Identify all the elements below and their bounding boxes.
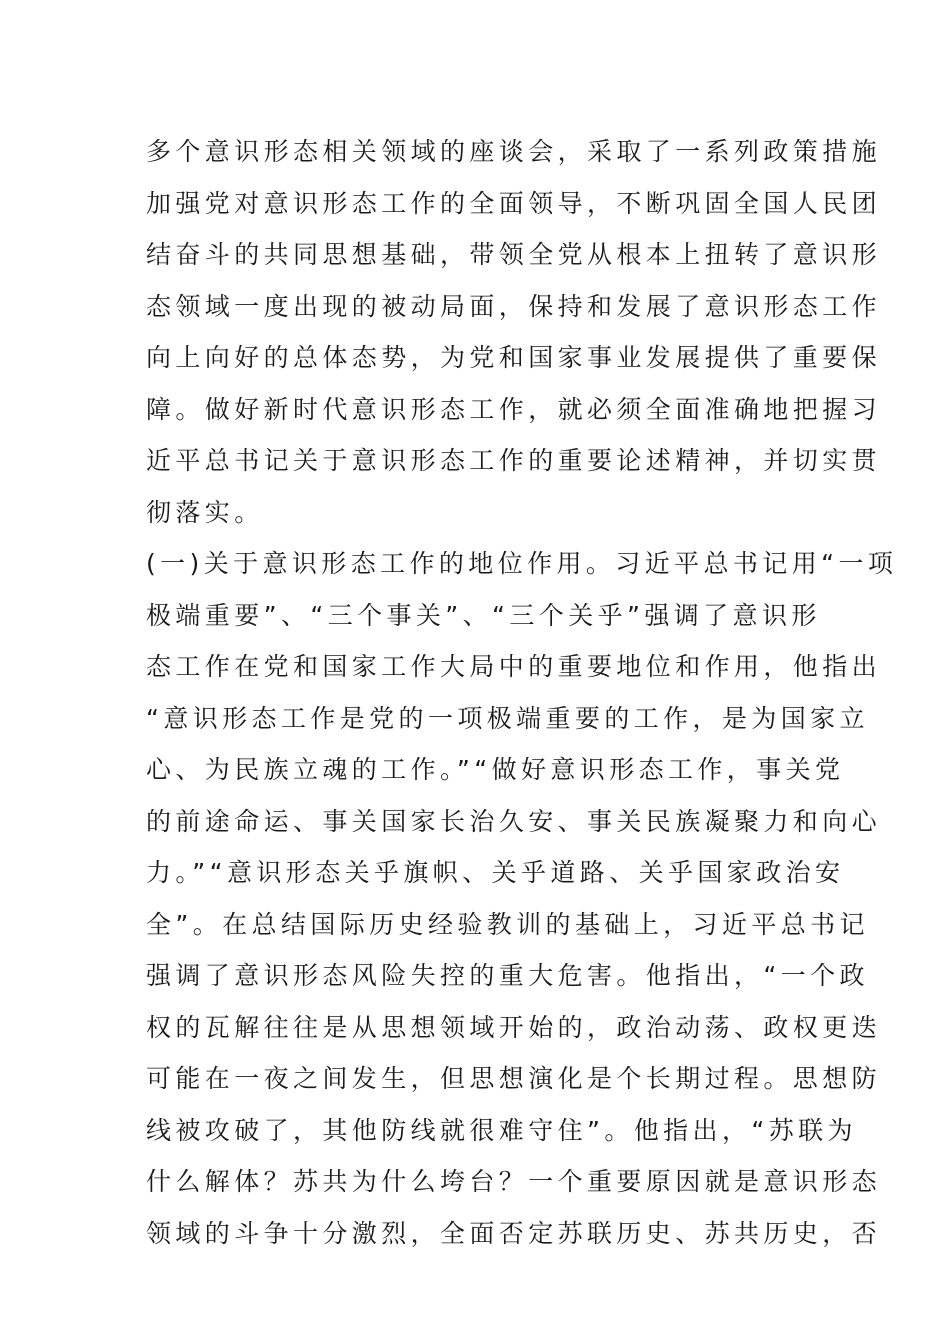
text-line: 向上向好的总体态势，为党和国家事业发展提供了重要保 xyxy=(146,343,882,372)
text-line: 彻落实。 xyxy=(146,497,264,527)
text-line: 可能在一夜之间发生，但思想演化是个长期过程。思想防 xyxy=(146,1064,882,1093)
text-line: 心、为民族立魂的工作。”“做好意识形态工作，事关党 xyxy=(146,755,845,784)
text-line: 态工作在党和国家工作大局中的重要地位和作用，他指出 xyxy=(146,652,882,681)
text-line: 态领域一度出现的被动局面，保持和发展了意识形态工作 xyxy=(146,291,882,321)
text-line: 全”。在总结国际历史经验教训的基础上，习近平总书记 xyxy=(146,909,869,939)
text-line: 多个意识形态相关领域的座谈会，采取了一系列政策措施 xyxy=(146,137,882,166)
text-line: 的前途命运、事关国家长治久安、事关民族凝聚力和向心 xyxy=(146,806,882,836)
text-line: 加强党对意识形态工作的全面领导，不断巩固全国人民团 xyxy=(146,188,882,218)
body-text xyxy=(146,126,898,1259)
text-line: 力。”“意识形态关乎旗帜、关乎道路、关乎国家政治安 xyxy=(146,858,845,887)
text-line: 什么解体？苏共为什么垮台？一个重要原因就是意识形态 xyxy=(146,1167,882,1196)
text-line: 线被攻破了，其他防线就很难守住”。他指出，“苏联为 xyxy=(146,1115,857,1145)
text-line: 权的瓦解往往是从思想领域开始的，政治动荡、政权更迭 xyxy=(146,1012,882,1042)
text-line: 结奋斗的共同思想基础，带领全党从根本上扭转了意识形 xyxy=(146,240,882,269)
text-line: 近平总书记关于意识形态工作的重要论述精神，并切实贯 xyxy=(146,446,882,475)
text-line: 障。做好新时代意识形态工作，就必须全面准确地把握习 xyxy=(146,394,882,424)
text-line: 领域的斗争十分激烈，全面否定苏联历史、苏共历史，否 xyxy=(146,1218,882,1248)
text-line: 强调了意识形态风险失控的重大危害。他指出，“一个政 xyxy=(146,961,869,990)
text-line: 极端重要”、“三个事关”、“三个关乎”强调了意识形 xyxy=(146,600,821,630)
text-line: “意识形态工作是党的一项极端重要的工作，是为国家立 xyxy=(146,703,869,733)
section-heading-line: (一)关于意识形态工作的地位作用。习近平总书记用“一项 xyxy=(146,549,898,578)
